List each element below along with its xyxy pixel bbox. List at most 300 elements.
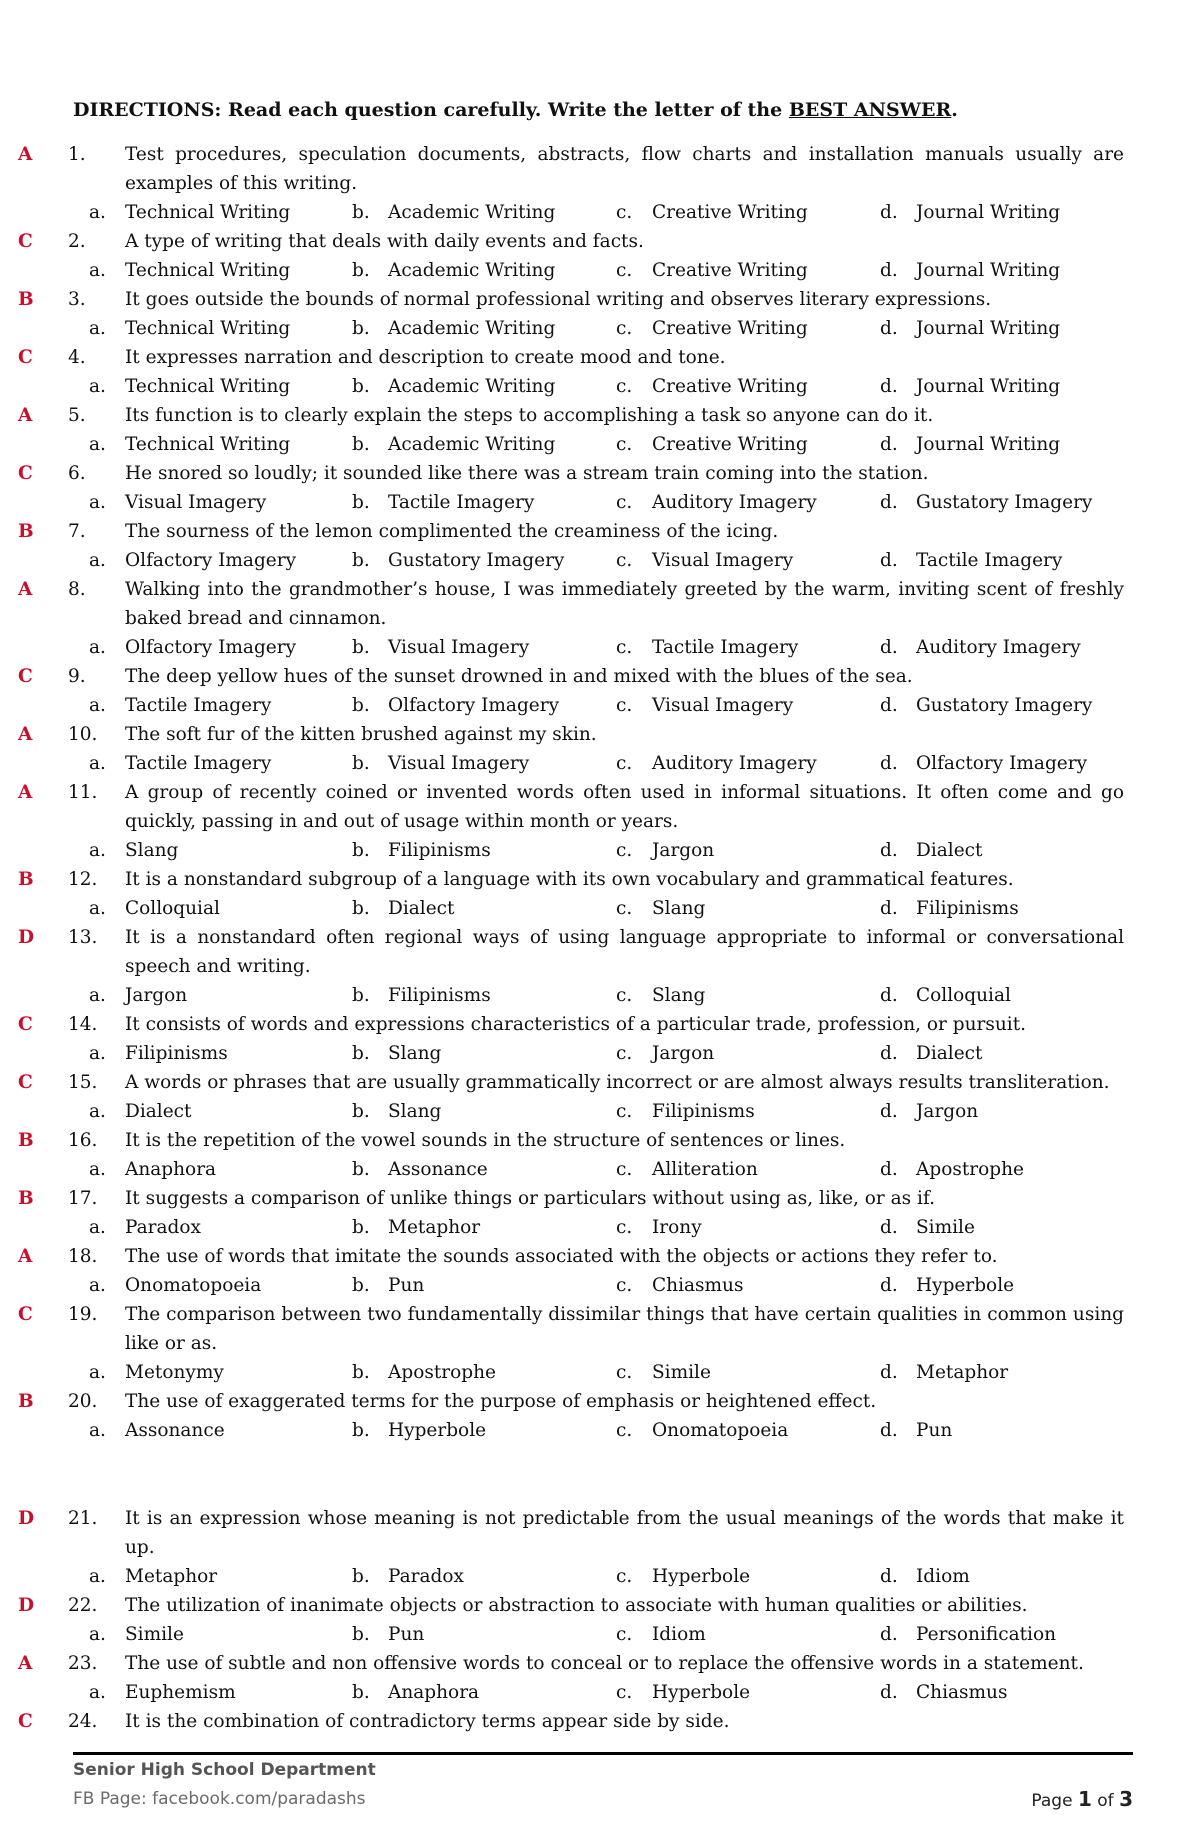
choice-letter: a. <box>89 1043 106 1064</box>
footer-fb-page <box>73 1789 366 1809</box>
choice-letter: b. <box>352 1362 370 1383</box>
choice-text: Hyperbole <box>916 1275 1015 1296</box>
question-text: Its function is to clearly explain the steps to accomplishing a task so anyone can do it. <box>125 405 934 426</box>
question-item <box>0 923 1200 1010</box>
choice-text: Slang <box>652 898 706 919</box>
choice-text: Journal Writing <box>916 318 1061 339</box>
choice-row <box>0 1213 1200 1242</box>
choice-letter: d. <box>880 1624 898 1645</box>
choice-letter: d. <box>880 260 898 281</box>
question-number: 20. <box>68 1391 98 1412</box>
question-stem <box>0 923 1200 981</box>
directions-end: . <box>951 99 958 121</box>
choice-letter: c. <box>616 202 633 223</box>
choice-letter: b. <box>352 898 370 919</box>
question-stem <box>0 1707 1200 1736</box>
choice-text: Technical Writing <box>125 202 291 223</box>
choice-letter: c. <box>616 898 633 919</box>
choice-letter: d. <box>880 1566 898 1587</box>
page-total: 3 <box>1119 1787 1133 1811</box>
choice-letter: b. <box>352 1682 370 1703</box>
choice-row <box>0 372 1200 401</box>
choice-letter: b. <box>352 1043 370 1064</box>
question-text: It consists of words and expressions characteristics of a particular trade, profession, or pursuit. <box>125 1014 1027 1035</box>
answer-key: C <box>18 463 33 484</box>
question-stem <box>0 1010 1200 1039</box>
choice-text: Dialect <box>916 840 983 861</box>
choice-text: Simile <box>916 1217 975 1238</box>
choice-letter: d. <box>880 318 898 339</box>
choice-text: Auditory Imagery <box>652 753 817 774</box>
choice-letter: a. <box>89 492 106 513</box>
choice-letter: b. <box>352 637 370 658</box>
answer-key: B <box>18 869 34 890</box>
choice-row <box>0 1358 1200 1387</box>
choice-letter: c. <box>616 840 633 861</box>
choice-text: Olfactory Imagery <box>125 550 297 571</box>
choice-text: Technical Writing <box>125 260 291 281</box>
choice-letter: a. <box>89 840 106 861</box>
question-text: It is a nonstandard subgroup of a language with its own vocabulary and grammatical features. <box>125 869 1014 890</box>
choice-text: Dialect <box>388 898 455 919</box>
choice-text: Tactile Imagery <box>125 695 272 716</box>
choice-letter: c. <box>616 1420 633 1441</box>
choice-text: Colloquial <box>916 985 1011 1006</box>
choice-text: Jargon <box>652 1043 715 1064</box>
question-item <box>0 865 1200 923</box>
question-stem <box>0 1591 1200 1620</box>
question-number: 14. <box>68 1014 98 1035</box>
question-number: 3. <box>68 289 86 310</box>
choice-letter: d. <box>880 1420 898 1441</box>
choice-text: Creative Writing <box>652 376 808 397</box>
choice-letter: d. <box>880 637 898 658</box>
choice-text: Onomatopoeia <box>125 1275 262 1296</box>
choice-row <box>0 1562 1200 1591</box>
answer-key: C <box>18 1711 33 1732</box>
choice-row <box>0 1271 1200 1300</box>
question-text: It suggests a comparison of unlike things or particulars without using as, like, or as if. <box>125 1188 936 1209</box>
answer-key: B <box>18 1188 34 1209</box>
choice-letter: c. <box>616 1624 633 1645</box>
question-item <box>0 1387 1200 1445</box>
choice-letter: c. <box>616 1275 633 1296</box>
choice-row <box>0 836 1200 865</box>
answer-key: B <box>18 289 34 310</box>
choice-text: Academic Writing <box>388 376 556 397</box>
question-stem <box>0 285 1200 314</box>
question-number: 4. <box>68 347 86 368</box>
answer-key: C <box>18 1072 33 1093</box>
answer-key: C <box>18 1304 33 1325</box>
choice-row <box>0 488 1200 517</box>
choice-text: Assonance <box>125 1420 225 1441</box>
choice-text: Slang <box>652 985 706 1006</box>
choice-letter: c. <box>616 1362 633 1383</box>
choice-text: Olfactory Imagery <box>388 695 560 716</box>
choice-letter: a. <box>89 550 106 571</box>
choice-letter: d. <box>880 1275 898 1296</box>
answer-key: B <box>18 1130 34 1151</box>
directions-text: DIRECTIONS: Read each question carefully. Write the letter of the <box>73 99 789 121</box>
question-stem <box>0 575 1200 633</box>
choice-text: Jargon <box>916 1101 979 1122</box>
question-stem <box>0 1649 1200 1678</box>
question-stem <box>0 720 1200 749</box>
choice-letter: b. <box>352 1624 370 1645</box>
choice-letter: c. <box>616 434 633 455</box>
choice-text: Apostrophe <box>916 1159 1024 1180</box>
question-number: 24. <box>68 1711 98 1732</box>
question-number: 23. <box>68 1653 98 1674</box>
choice-letter: c. <box>616 550 633 571</box>
question-item <box>0 1591 1200 1649</box>
choice-letter: d. <box>880 898 898 919</box>
question-stem <box>0 227 1200 256</box>
directions <box>73 99 958 121</box>
choice-row <box>0 198 1200 227</box>
choice-text: Jargon <box>652 840 715 861</box>
footer-department: Senior High School Department <box>73 1760 376 1780</box>
choice-text: Auditory Imagery <box>652 492 817 513</box>
choice-text: Visual Imagery <box>388 637 530 658</box>
choice-letter: c. <box>616 753 633 774</box>
choice-letter: a. <box>89 260 106 281</box>
answer-key: A <box>18 579 33 600</box>
question-stem <box>0 459 1200 488</box>
choice-text: Slang <box>388 1043 442 1064</box>
question-item <box>0 401 1200 459</box>
question-item <box>0 1010 1200 1068</box>
choice-text: Slang <box>125 840 179 861</box>
question-stem <box>0 1126 1200 1155</box>
choice-text: Hyperbole <box>652 1566 751 1587</box>
choice-letter: c. <box>616 492 633 513</box>
choice-letter: d. <box>880 1682 898 1703</box>
question-list <box>0 140 1200 1736</box>
choice-text: Academic Writing <box>388 434 556 455</box>
answer-key: D <box>18 1508 35 1529</box>
choice-letter: c. <box>616 1682 633 1703</box>
choice-letter: a. <box>89 985 106 1006</box>
choice-letter: b. <box>352 695 370 716</box>
question-stem <box>0 343 1200 372</box>
choice-text: Dialect <box>125 1101 192 1122</box>
choice-letter: d. <box>880 985 898 1006</box>
question-stem <box>0 662 1200 691</box>
choice-text: Slang <box>388 1101 442 1122</box>
choice-text: Technical Writing <box>125 434 291 455</box>
question-item <box>0 1184 1200 1242</box>
choice-letter: c. <box>616 260 633 281</box>
choice-row <box>0 314 1200 343</box>
question-number: 9. <box>68 666 86 687</box>
choice-text: Simile <box>125 1624 184 1645</box>
question-text: It goes outside the bounds of normal professional writing and observes literary expressions. <box>125 289 992 310</box>
choice-letter: a. <box>89 753 106 774</box>
choice-text: Visual Imagery <box>388 753 530 774</box>
choice-row <box>0 1416 1200 1445</box>
choice-letter: c. <box>616 695 633 716</box>
choice-row <box>0 1620 1200 1649</box>
question-text: It is an expression whose meaning is not predictable from the usual meanings of the words that make it up. <box>125 1508 1124 1558</box>
fb-label: FB Page: <box>73 1789 153 1809</box>
choice-text: Dialect <box>916 1043 983 1064</box>
question-text: A type of writing that deals with daily events and facts. <box>125 231 644 252</box>
question-text: A words or phrases that are usually grammatically incorrect or are almost always results transliteration. <box>125 1072 1110 1093</box>
question-stem <box>0 865 1200 894</box>
answer-key: D <box>18 927 35 948</box>
choice-text: Metaphor <box>388 1217 481 1238</box>
question-text: It is a nonstandard often regional ways of using language appropriate to informal or conversational speech and writing. <box>125 927 1124 977</box>
choice-letter: a. <box>89 1624 106 1645</box>
choice-text: Technical Writing <box>125 376 291 397</box>
choice-letter: b. <box>352 1101 370 1122</box>
choice-text: Visual Imagery <box>652 695 794 716</box>
question-number: 2. <box>68 231 86 252</box>
choice-text: Visual Imagery <box>125 492 267 513</box>
answer-key: A <box>18 1653 33 1674</box>
choice-letter: a. <box>89 637 106 658</box>
question-item <box>0 720 1200 778</box>
choice-text: Pun <box>388 1275 425 1296</box>
choice-text: Paradox <box>388 1566 464 1587</box>
choice-row <box>0 981 1200 1010</box>
choice-letter: a. <box>89 1159 106 1180</box>
question-number: 11. <box>68 782 98 803</box>
choice-text: Filipinisms <box>125 1043 228 1064</box>
choice-letter: b. <box>352 985 370 1006</box>
question-number: 12. <box>68 869 98 890</box>
choice-letter: d. <box>880 1043 898 1064</box>
choice-text: Colloquial <box>125 898 220 919</box>
choice-row <box>0 256 1200 285</box>
question-number: 22. <box>68 1595 98 1616</box>
choice-letter: b. <box>352 202 370 223</box>
choice-letter: c. <box>616 985 633 1006</box>
choice-row <box>0 691 1200 720</box>
choice-text: Personification <box>916 1624 1057 1645</box>
choice-letter: a. <box>89 1566 106 1587</box>
choice-text: Metonymy <box>125 1362 224 1383</box>
question-text: The use of words that imitate the sounds associated with the objects or actions they refer to. <box>125 1246 998 1267</box>
choice-letter: b. <box>352 318 370 339</box>
choice-letter: c. <box>616 1101 633 1122</box>
answer-key: A <box>18 1246 33 1267</box>
choice-text: Simile <box>652 1362 711 1383</box>
choice-text: Filipinisms <box>388 985 491 1006</box>
footer-divider <box>73 1752 1133 1755</box>
choice-text: Academic Writing <box>388 202 556 223</box>
choice-text: Assonance <box>388 1159 488 1180</box>
choice-letter: a. <box>89 1362 106 1383</box>
question-number: 15. <box>68 1072 98 1093</box>
question-item <box>0 459 1200 517</box>
choice-text: Gustatory Imagery <box>916 695 1093 716</box>
question-stem <box>0 140 1200 198</box>
choice-text: Technical Writing <box>125 318 291 339</box>
choice-row <box>0 633 1200 662</box>
choice-text: Olfactory Imagery <box>916 753 1088 774</box>
choice-letter: a. <box>89 1217 106 1238</box>
question-item <box>0 1504 1200 1591</box>
question-stem <box>0 1184 1200 1213</box>
question-stem <box>0 517 1200 546</box>
choice-letter: a. <box>89 1682 106 1703</box>
choice-text: Filipinisms <box>652 1101 755 1122</box>
answer-key: C <box>18 1014 33 1035</box>
page-of: of <box>1091 1791 1120 1811</box>
choice-letter: a. <box>89 376 106 397</box>
answer-key: A <box>18 405 33 426</box>
question-number: 16. <box>68 1130 98 1151</box>
answer-key: C <box>18 347 33 368</box>
choice-text: Tactile Imagery <box>125 753 272 774</box>
choice-letter: b. <box>352 840 370 861</box>
question-item <box>0 1068 1200 1126</box>
choice-text: Gustatory Imagery <box>388 550 565 571</box>
question-item <box>0 662 1200 720</box>
page-number <box>1031 1787 1133 1811</box>
page-current: 1 <box>1077 1787 1092 1811</box>
choice-letter: c. <box>616 1217 633 1238</box>
choice-letter: b. <box>352 1275 370 1296</box>
choice-letter: b. <box>352 1217 370 1238</box>
question-item <box>0 1649 1200 1707</box>
choice-text: Hyperbole <box>388 1420 487 1441</box>
choice-letter: c. <box>616 1159 633 1180</box>
question-stem <box>0 1300 1200 1358</box>
choice-letter: d. <box>880 1217 898 1238</box>
choice-text: Metaphor <box>916 1362 1009 1383</box>
question-item <box>0 1126 1200 1184</box>
answer-key: B <box>18 521 34 542</box>
choice-letter: a. <box>89 434 106 455</box>
choice-text: Gustatory Imagery <box>916 492 1093 513</box>
answer-key: B <box>18 1391 34 1412</box>
choice-letter: b. <box>352 260 370 281</box>
question-number: 8. <box>68 579 86 600</box>
choice-text: Auditory Imagery <box>916 637 1081 658</box>
choice-text: Anaphora <box>388 1682 480 1703</box>
choice-letter: d. <box>880 1159 898 1180</box>
question-text: A group of recently coined or invented words often used in informal situations. It often come and go quickly, passing in and out of usage within month or years. <box>125 782 1124 832</box>
question-number: 21. <box>68 1508 98 1529</box>
choice-text: Filipinisms <box>916 898 1019 919</box>
choice-row <box>0 1678 1200 1707</box>
choice-row <box>0 1039 1200 1068</box>
question-text: It expresses narration and description to create mood and tone. <box>125 347 726 368</box>
choice-text: Chiasmus <box>916 1682 1008 1703</box>
choice-letter: c. <box>616 376 633 397</box>
choice-text: Creative Writing <box>652 202 808 223</box>
choice-letter: b. <box>352 550 370 571</box>
answer-key: A <box>18 144 33 165</box>
question-number: 5. <box>68 405 86 426</box>
choice-text: Creative Writing <box>652 260 808 281</box>
choice-letter: a. <box>89 898 106 919</box>
choice-row <box>0 894 1200 923</box>
choice-letter: c. <box>616 637 633 658</box>
choice-row <box>0 546 1200 575</box>
choice-letter: b. <box>352 376 370 397</box>
question-text: The soft fur of the kitten brushed against my skin. <box>125 724 597 745</box>
choice-letter: d. <box>880 840 898 861</box>
directions-emphasis: BEST ANSWER <box>788 99 952 121</box>
question-item <box>0 1707 1200 1736</box>
choice-letter: d. <box>880 202 898 223</box>
choice-letter: d. <box>880 753 898 774</box>
choice-text: Filipinisms <box>388 840 491 861</box>
choice-row <box>0 430 1200 459</box>
answer-key: C <box>18 231 33 252</box>
question-number: 6. <box>68 463 86 484</box>
choice-text: Apostrophe <box>388 1362 496 1383</box>
choice-letter: a. <box>89 695 106 716</box>
choice-text: Academic Writing <box>388 260 556 281</box>
choice-letter: b. <box>352 1566 370 1587</box>
choice-text: Idiom <box>916 1566 970 1587</box>
question-number: 7. <box>68 521 86 542</box>
choice-text: Pun <box>916 1420 953 1441</box>
choice-text: Jargon <box>125 985 188 1006</box>
choice-letter: d. <box>880 434 898 455</box>
question-item <box>0 1242 1200 1300</box>
choice-text: Olfactory Imagery <box>125 637 297 658</box>
choice-letter: c. <box>616 318 633 339</box>
choice-row <box>0 1097 1200 1126</box>
choice-text: Tactile Imagery <box>388 492 535 513</box>
question-stem <box>0 1242 1200 1271</box>
question-item <box>0 140 1200 227</box>
question-text: The use of subtle and non offensive words to conceal or to replace the offensive words in a statement. <box>125 1653 1084 1674</box>
question-text: The sourness of the lemon complimented the creaminess of the icing. <box>125 521 779 542</box>
choice-letter: c. <box>616 1043 633 1064</box>
question-item <box>0 285 1200 343</box>
question-item <box>0 343 1200 401</box>
choice-letter: b. <box>352 753 370 774</box>
question-number: 1. <box>68 144 86 165</box>
choice-text: Creative Writing <box>652 318 808 339</box>
question-stem <box>0 1387 1200 1416</box>
fb-link[interactable]: facebook.com/paradashs <box>152 1789 366 1809</box>
choice-letter: d. <box>880 695 898 716</box>
question-stem <box>0 778 1200 836</box>
page-word: Page <box>1031 1791 1078 1811</box>
choice-text: Euphemism <box>125 1682 236 1703</box>
question-text: The comparison between two fundamentally dissimilar things that have certain qualities in common using like or as. <box>125 1304 1124 1354</box>
choice-text: Tactile Imagery <box>652 637 799 658</box>
choice-row <box>0 749 1200 778</box>
choice-text: Pun <box>388 1624 425 1645</box>
choice-row <box>0 1155 1200 1184</box>
choice-text: Paradox <box>125 1217 201 1238</box>
choice-letter: d. <box>880 1362 898 1383</box>
choice-letter: a. <box>89 318 106 339</box>
choice-text: Visual Imagery <box>652 550 794 571</box>
choice-text: Journal Writing <box>916 434 1061 455</box>
choice-text: Journal Writing <box>916 376 1061 397</box>
choice-letter: b. <box>352 434 370 455</box>
question-text: It is the repetition of the vowel sounds in the structure of sentences or lines. <box>125 1130 846 1151</box>
question-text: The deep yellow hues of the sunset drowned in and mixed with the blues of the sea. <box>125 666 913 687</box>
choice-letter: d. <box>880 492 898 513</box>
choice-letter: a. <box>89 202 106 223</box>
question-text: The utilization of inanimate objects or abstraction to associate with human qualities or abilities. <box>125 1595 1028 1616</box>
question-item <box>0 778 1200 865</box>
choice-letter: b. <box>352 492 370 513</box>
choice-text: Metaphor <box>125 1566 218 1587</box>
